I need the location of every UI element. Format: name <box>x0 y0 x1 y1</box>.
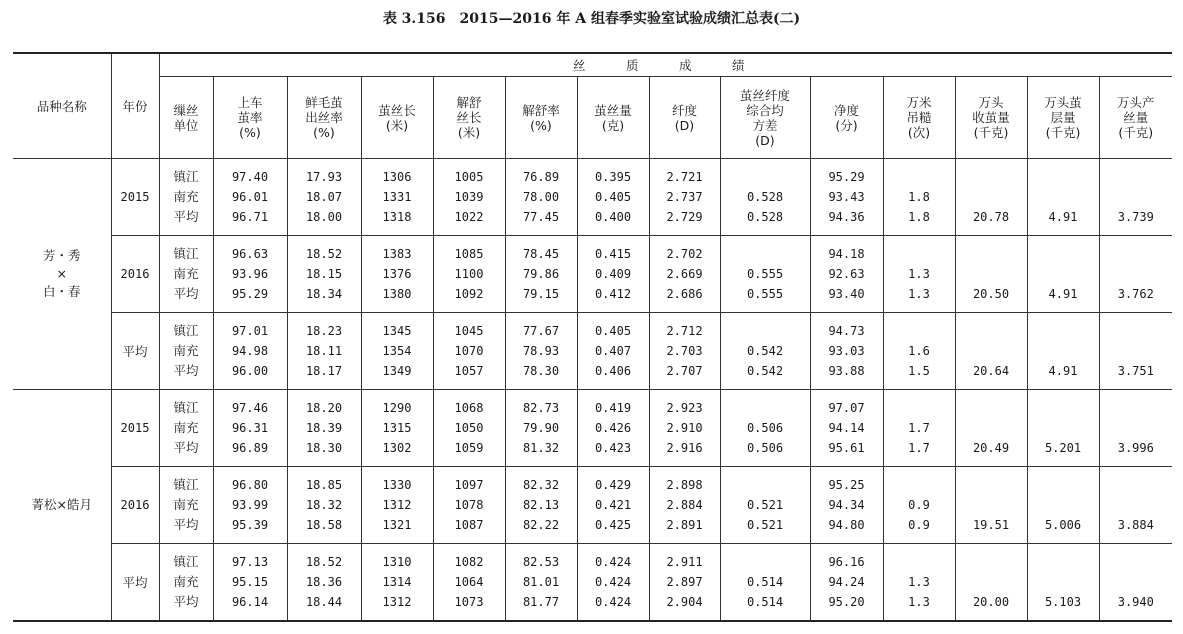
value-cell <box>810 236 883 313</box>
value-cell <box>213 236 287 313</box>
value-cell <box>810 467 883 544</box>
value-lines: 1.7 1.7 <box>908 421 930 455</box>
value-lines: 1045 1070 1057 <box>454 324 484 378</box>
value-lines: 17.93 18.07 18.00 <box>305 170 343 224</box>
value-lines: 2.712 2.703 2.707 <box>666 324 703 378</box>
value-lines: 1085 1100 1092 <box>454 247 484 301</box>
value-cell <box>1027 313 1099 390</box>
value-lines: 94.18 92.63 93.40 <box>828 247 865 301</box>
value-lines: 97.07 94.14 95.61 <box>828 401 865 455</box>
value-lines: 95.29 93.43 94.36 <box>828 170 865 224</box>
value-lines: 18.23 18.11 18.17 <box>305 324 343 378</box>
value-lines: 18.85 18.32 18.58 <box>305 478 343 532</box>
header-col-12: 万头茧 层量 (千克) <box>1027 77 1099 159</box>
value-cell <box>287 544 361 622</box>
table-row <box>13 544 1172 622</box>
value-lines: 0.395 0.405 0.400 <box>594 170 632 224</box>
value-cell <box>361 390 433 467</box>
value-cell <box>361 313 433 390</box>
value-lines: 0.521 0.521 <box>746 498 784 532</box>
value-lines: 82.73 79.90 81.32 <box>522 401 560 455</box>
value-lines: 2.898 2.884 2.891 <box>666 478 703 532</box>
value-cell <box>287 159 361 236</box>
value-cell <box>810 313 883 390</box>
variety-name: 芳・秀 × 白・春 <box>13 159 111 390</box>
value-lines: 97.40 96.01 96.71 <box>231 170 269 224</box>
value-lines: 18.52 18.36 18.44 <box>305 555 343 609</box>
value-lines: 2.923 2.910 2.916 <box>666 401 703 455</box>
value-lines: 1.6 1.5 <box>908 344 930 378</box>
value-cell <box>1099 159 1172 236</box>
value-cell <box>577 159 649 236</box>
value-lines: 1082 1064 1073 <box>454 555 484 609</box>
header-col-11: 万头 收茧量 (千克) <box>955 77 1027 159</box>
value-lines: 20.50 <box>972 287 1010 301</box>
year-cell: 平均 <box>111 544 159 622</box>
table-row <box>13 467 1172 544</box>
value-cell <box>361 544 433 622</box>
value-cell <box>213 467 287 544</box>
header-col-3: 茧丝长 (米) <box>361 77 433 159</box>
header-col-10: 万米 吊糙 (次) <box>883 77 955 159</box>
value-cell <box>883 544 955 622</box>
site-labels-cell <box>159 467 213 544</box>
value-lines: 2.911 2.897 2.904 <box>666 555 703 609</box>
header-col-1: 上车 茧率 (%) <box>213 77 287 159</box>
value-cell <box>649 313 720 390</box>
value-cell <box>883 313 955 390</box>
value-cell <box>810 159 883 236</box>
header-col-13: 万头产 丝量 (千克) <box>1099 77 1172 159</box>
value-cell <box>883 236 955 313</box>
site-labels: 镇江 南充 平均 <box>173 246 199 301</box>
value-lines: 1290 1315 1302 <box>382 401 412 455</box>
value-cell <box>361 236 433 313</box>
value-lines: 94.73 93.03 93.88 <box>828 324 865 378</box>
value-lines: 77.67 78.93 78.30 <box>522 324 560 378</box>
value-lines: 0.542 0.542 <box>746 344 784 378</box>
value-cell <box>720 544 810 622</box>
value-lines: 3.996 <box>1117 441 1154 455</box>
value-lines: 82.32 82.13 82.22 <box>522 478 560 532</box>
value-lines: 3.739 <box>1117 210 1154 224</box>
value-lines: 78.45 79.86 79.15 <box>522 247 560 301</box>
value-cell <box>505 159 577 236</box>
site-labels-cell <box>159 159 213 236</box>
value-cell <box>1099 467 1172 544</box>
value-cell <box>433 390 505 467</box>
value-cell <box>287 313 361 390</box>
value-lines: 97.46 96.31 96.89 <box>231 401 269 455</box>
results-table <box>13 52 1172 622</box>
value-lines: 96.63 93.96 95.29 <box>231 247 269 301</box>
value-lines: 2.702 2.669 2.686 <box>666 247 703 301</box>
value-cell <box>287 390 361 467</box>
value-lines: 3.884 <box>1117 518 1154 532</box>
value-cell <box>433 467 505 544</box>
value-lines: 0.415 0.409 0.412 <box>594 247 632 301</box>
header-col-8: 茧丝纤度 综合均 方差 (D) <box>720 77 810 159</box>
site-labels-cell <box>159 313 213 390</box>
year-cell: 平均 <box>111 313 159 390</box>
value-cell <box>955 467 1027 544</box>
value-cell <box>505 544 577 622</box>
value-lines: 0.405 0.407 0.406 <box>594 324 632 378</box>
value-cell <box>287 236 361 313</box>
value-lines: 0.528 0.528 <box>746 190 784 224</box>
site-labels-cell <box>159 390 213 467</box>
value-cell <box>720 236 810 313</box>
header-silk-quality-group: 丝 质 成 绩 <box>159 53 1172 77</box>
value-lines: 0.506 0.506 <box>746 421 784 455</box>
value-lines: 95.25 94.34 94.80 <box>828 478 865 532</box>
value-cell <box>883 159 955 236</box>
value-cell <box>577 236 649 313</box>
value-lines: 19.51 <box>972 518 1010 532</box>
value-lines: 18.20 18.39 18.30 <box>305 401 343 455</box>
value-cell <box>213 313 287 390</box>
table-row <box>13 159 1172 236</box>
value-cell <box>955 236 1027 313</box>
table-row <box>13 313 1172 390</box>
value-cell <box>505 390 577 467</box>
value-lines: 0.429 0.421 0.425 <box>594 478 632 532</box>
value-cell <box>433 544 505 622</box>
header-col-4: 解舒 丝长 (米) <box>433 77 505 159</box>
value-cell <box>433 159 505 236</box>
value-lines: 1.8 1.8 <box>908 190 930 224</box>
value-lines: 20.64 <box>972 364 1010 378</box>
value-lines: 1383 1376 1380 <box>382 247 412 301</box>
value-cell <box>720 390 810 467</box>
value-cell <box>810 390 883 467</box>
value-lines: 1330 1312 1321 <box>382 478 412 532</box>
value-lines: 20.78 <box>972 210 1010 224</box>
value-cell <box>361 159 433 236</box>
value-lines: 1.3 1.3 <box>908 575 930 609</box>
value-lines: 1005 1039 1022 <box>454 170 484 224</box>
value-lines: 3.940 <box>1117 595 1154 609</box>
site-labels: 镇江 南充 平均 <box>173 554 199 609</box>
value-lines: 4.91 <box>1048 364 1078 378</box>
value-cell <box>1099 313 1172 390</box>
value-cell <box>361 467 433 544</box>
header-col-6: 茧丝量 (克) <box>577 77 649 159</box>
value-cell <box>433 313 505 390</box>
table-row <box>13 236 1172 313</box>
value-cell <box>577 467 649 544</box>
site-labels-cell <box>159 236 213 313</box>
table-caption: 表 3.156 2015—2016 年 A 组春季实验室试验成绩汇总表(二) <box>382 11 801 27</box>
value-cell <box>1099 236 1172 313</box>
value-cell <box>577 390 649 467</box>
value-lines: 96.80 93.99 95.39 <box>231 478 269 532</box>
value-cell <box>1027 544 1099 622</box>
value-lines: 0.9 0.9 <box>908 498 930 532</box>
value-lines: 97.13 95.15 96.14 <box>231 555 269 609</box>
value-cell <box>1099 544 1172 622</box>
value-lines: 5.006 <box>1044 518 1082 532</box>
site-labels: 镇江 南充 平均 <box>173 400 199 455</box>
value-lines: 1.3 1.3 <box>908 267 930 301</box>
value-cell <box>955 159 1027 236</box>
value-lines: 3.762 <box>1117 287 1154 301</box>
value-lines: 0.419 0.426 0.423 <box>594 401 632 455</box>
table-row <box>13 390 1172 467</box>
value-lines: 96.16 94.24 95.20 <box>828 555 865 609</box>
value-lines: 18.52 18.15 18.34 <box>305 247 343 301</box>
value-lines: 1097 1078 1087 <box>454 478 484 532</box>
value-cell <box>287 467 361 544</box>
value-cell <box>505 467 577 544</box>
value-cell <box>955 313 1027 390</box>
value-lines: 97.01 94.98 96.00 <box>231 324 269 378</box>
value-lines: 20.00 <box>972 595 1010 609</box>
year-cell: 2015 <box>111 159 159 236</box>
value-cell <box>213 390 287 467</box>
header-col-0: 缫丝 单位 <box>159 77 213 159</box>
value-lines: 4.91 <box>1048 210 1078 224</box>
year-cell: 2016 <box>111 236 159 313</box>
header-col-2: 鲜毛茧 出丝率 (%) <box>287 77 361 159</box>
results-table-container <box>13 52 1170 622</box>
value-lines: 2.721 2.737 2.729 <box>666 170 703 224</box>
value-lines: 0.514 0.514 <box>746 575 784 609</box>
value-cell <box>577 544 649 622</box>
value-cell <box>883 390 955 467</box>
header-col-5: 解舒率 (%) <box>505 77 577 159</box>
value-cell <box>810 544 883 622</box>
value-cell <box>720 159 810 236</box>
site-labels: 镇江 南充 平均 <box>173 169 199 224</box>
year-cell: 2016 <box>111 467 159 544</box>
value-cell <box>213 159 287 236</box>
value-cell <box>649 159 720 236</box>
site-labels-cell <box>159 544 213 622</box>
header-col-9: 净度 (分) <box>810 77 883 159</box>
value-cell <box>1099 390 1172 467</box>
variety-name: 菁松×皓月 <box>13 390 111 622</box>
value-lines: 1306 1331 1318 <box>382 170 412 224</box>
value-cell <box>649 390 720 467</box>
header-variety: 品种名称 <box>13 53 111 159</box>
value-cell <box>1027 236 1099 313</box>
value-cell <box>1027 467 1099 544</box>
value-cell <box>955 390 1027 467</box>
value-lines: 5.103 <box>1044 595 1082 609</box>
value-cell <box>505 313 577 390</box>
site-labels: 镇江 南充 平均 <box>173 323 199 378</box>
value-cell <box>955 544 1027 622</box>
header-year: 年份 <box>111 53 159 159</box>
value-lines: 1310 1314 1312 <box>382 555 412 609</box>
value-cell <box>505 236 577 313</box>
value-lines: 20.49 <box>972 441 1010 455</box>
value-lines: 82.53 81.01 81.77 <box>522 555 560 609</box>
value-cell <box>883 467 955 544</box>
year-cell: 2015 <box>111 390 159 467</box>
value-lines: 0.555 0.555 <box>746 267 784 301</box>
value-cell <box>649 236 720 313</box>
value-lines: 76.89 78.00 77.45 <box>522 170 560 224</box>
value-lines: 3.751 <box>1117 364 1154 378</box>
value-cell <box>1027 159 1099 236</box>
value-lines: 4.91 <box>1048 287 1078 301</box>
value-cell <box>577 313 649 390</box>
value-cell <box>720 467 810 544</box>
value-lines: 5.201 <box>1044 441 1082 455</box>
value-lines: 1068 1050 1059 <box>454 401 484 455</box>
value-cell <box>649 544 720 622</box>
value-cell <box>433 236 505 313</box>
value-cell <box>1027 390 1099 467</box>
value-lines: 0.424 0.424 0.424 <box>594 555 632 609</box>
value-cell <box>720 313 810 390</box>
value-cell <box>213 544 287 622</box>
value-cell <box>649 467 720 544</box>
value-lines: 1345 1354 1349 <box>382 324 412 378</box>
site-labels: 镇江 南充 平均 <box>173 477 199 532</box>
header-col-7: 纤度 (D) <box>649 77 720 159</box>
